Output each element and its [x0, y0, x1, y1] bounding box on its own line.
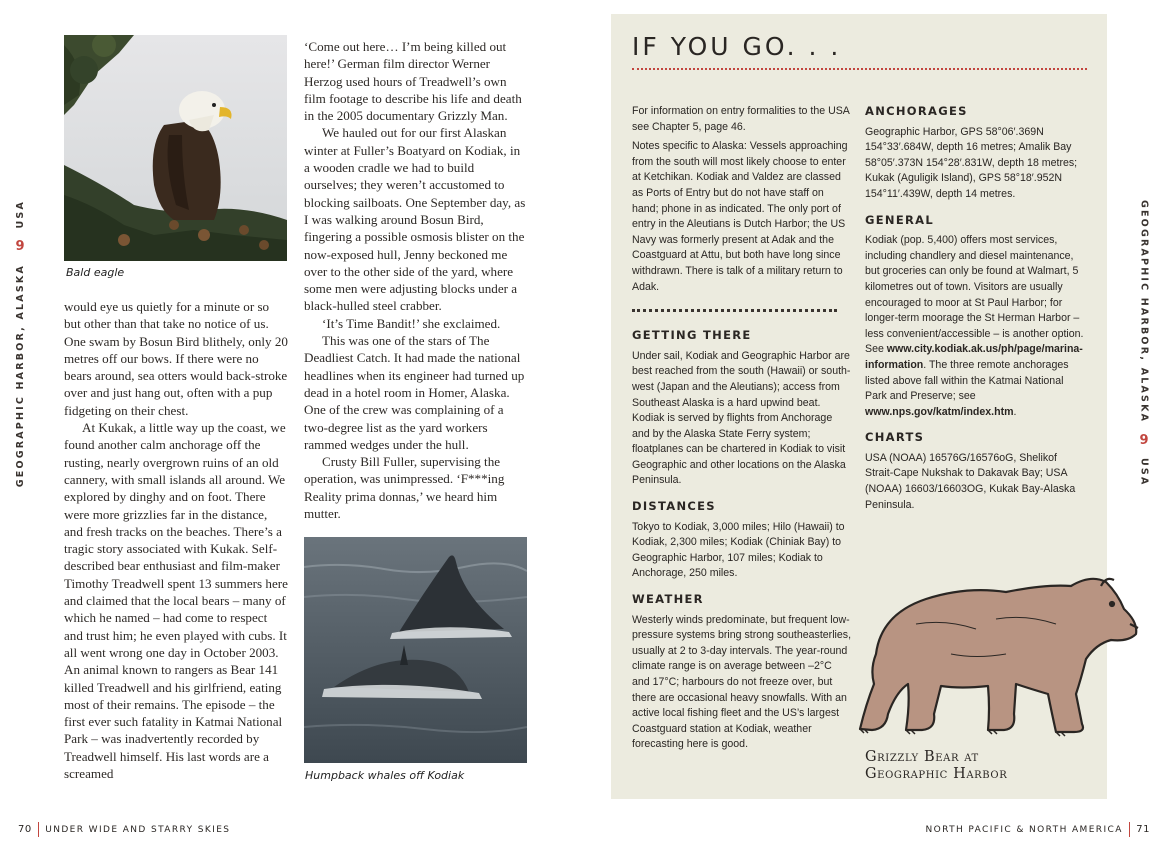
side-tab-location: USA — [1138, 458, 1150, 487]
bald-eagle-caption: Bald eagle — [66, 266, 125, 279]
grizzly-bear-illustration — [856, 564, 1146, 744]
left-text-column-2 — [304, 38, 529, 522]
section-heading: GENERAL — [865, 212, 934, 227]
section-text: Under sail, Kodiak and Geographic Harbor are best reached from the south (Hawaii) or south-west (Japan and the Aleutians); access from Southeast Alaska is a hard upwind beat. Kodiak is served by flights from Anchorage and by the Alaska State Ferry system; floatplanes can be chartered in Kodiak to visit Geographic and other locations on the Alaska Peninsula. — [632, 349, 851, 487]
weather-section — [632, 592, 852, 753]
bald-eagle-photo — [64, 35, 287, 261]
bear-caption — [865, 749, 1007, 783]
side-tab-location: USA — [14, 200, 26, 229]
footer-divider — [38, 822, 40, 837]
getting-there-section — [632, 328, 852, 489]
section-heading: WEATHER — [632, 592, 704, 607]
book-title: UNDER WIDE AND STARRY SKIES — [45, 824, 231, 835]
section-heading: GETTING THERE — [632, 328, 752, 343]
section-heading: DISTANCES — [632, 499, 716, 514]
bear-caption-line: Grizzly Bear at — [865, 749, 979, 765]
side-tab-chapter-number: 9 — [1139, 433, 1149, 449]
section-text: Geographic Harbor, GPS 58°06′.369N 154°33′.684W, depth 16 metres; Amalik Bay 58°05′.373N 154°28′.831W, depth 18 metres; Kukak (Aguligik Island), GPS 58°18′.952N 154°11′.439W, depth 14 metres. — [865, 125, 1078, 200]
nps-link[interactable]: www.nps.gov/katm/index.htm — [865, 405, 1014, 418]
section-text — [865, 233, 1085, 420]
paragraph: This was one of the stars of The Deadliest Catch. It had made the national headlines when its engineer had turned up dead in a hotel room in Homer, Alaska. One of the crew was complaining of a two-degree list as the yard workers rammed wedges under the hull. — [304, 333, 525, 452]
page-number: 71 — [1136, 824, 1150, 835]
intro-paragraph: Notes specific to Alaska: Vessels approaching from the south will most likely choose to enter at Ketchikan. Kodiak and Valdez are classed as Ports of Entry but do not have staff on hand; phone in as indicated. The only port of entry in the Aleutians is Dutch Harbor; the US Navy was formerly present at Adak and the Coastguard at Attu, but both have long since withdrawn. There is talk of a military return to Adak. — [632, 140, 848, 293]
panel-column-2 — [865, 104, 1085, 523]
paragraph: At Kukak, a little way up the coast, we found another calm anchorage off the rusting, nearly overgrown ruins of an old cannery, with small islands all around. We explored by dinghy and on foot. There were more grizzlies far in the distance, and fresh tracks on the beaches. There’s a tragic story associated with Kukak. Self-described bear enthusiast and film-maker Timothy Treadwell spent 13 summers here and claimed that the local bears – many of which he named – had come to respect and trust him; he even played with cubs. It all went wrong one day in October 2003. An animal known to rangers as Bear 141 killed Treadwell and his girlfriend, eating most of their remains. The episode – the first ever such fatality in Katmai National Park – was inadvertently recorded by Treadwell himself. His last words are a screamed — [64, 420, 288, 782]
section-text: Westerly winds predominate, but frequent low-pressure systems bring strong southeasterlies, usually at 2 to 3-day intervals. The year-round climate range is on average between –2°C and 17°C; harbours do not freeze over, but there are occasional heavy snowfalls. With an active local fishing fleet and the US’s largest Coastguard station at Kodiak, weather forecasting here is good. — [632, 613, 852, 751]
charts-section — [865, 430, 1085, 513]
left-text-column-1 — [64, 298, 288, 782]
intro-paragraph: For information on entry formalities to the USA see Chapter 5, page 46. — [632, 105, 850, 133]
distances-section — [632, 499, 852, 582]
general-text: Kodiak (pop. 5,400) offers most services, including chandlery and diesel maintenance, but groceries can only be found at Walmart, 5 kilometres out of town. Visitors are usually encouraged to moor at St Paul Harbor; for longer-term moorage the St Herman Harbor – less convenient/accessible – is another option. See — [865, 234, 1084, 356]
humpback-whales-caption: Humpback whales off Kodiak — [305, 769, 465, 782]
bear-caption-line: Geographic Harbor — [865, 766, 1008, 782]
title-divider — [632, 68, 1087, 70]
section-text: USA (NOAA) 16576G/16576oG, Shelikof Strait-Cape Nukshak to Dakavak Bay; USA (NOAA) 16603/16603OG, Kukak Bay-Alaska Peninsula. — [865, 451, 1076, 511]
right-side-tab — [1136, 200, 1152, 487]
if-you-go-panel — [611, 14, 1107, 799]
paragraph: ‘Come out here… I’m being killed out here!’ German film director Werner Herzog used hours of Treadwell’s own film footage to describe his life and death in the 2005 documentary Grizzly Man. — [304, 39, 522, 124]
panel-title: IF YOU GO. . . — [632, 32, 842, 61]
section-text: Tokyo to Kodiak, 3,000 miles; Hilo (Hawaii) to Kodiak, 2,300 miles; Kodiak (Chiniak Bay) to Geographic Harbor, 107 miles; Kodiak to Anchorage, 250 miles. — [632, 520, 845, 580]
general-section — [865, 213, 1085, 421]
page-number: 70 — [18, 824, 32, 835]
marina-info-link[interactable]: www.city.kodiak.ak.us/ph/page/marina-information — [865, 343, 1083, 371]
side-tab-chapter-number: 9 — [15, 238, 25, 254]
left-side-tab — [12, 200, 28, 487]
paragraph: We hauled out for our first Alaskan winter at Fuller’s Boatyard on Kodiak, in a wooden cradle we had to build ourselves; they weren’t accustomed to blocking sailboats. One September day, as I was walking around Bosun Bird, fingering a possible osmosis blister on the now-exposed hull, Jenny beckoned me over to the other side of the yard, where some men were adjusting blocks under a black-hulled steel crabber. — [304, 125, 526, 314]
paragraph: Crusty Bill Fuller, supervising the operation, was unimpressed. ‘F***ing Reality prima donnas,’ we heard him mutter. — [304, 454, 505, 522]
section-title: NORTH PACIFIC & NORTH AMERICA — [925, 824, 1123, 835]
section-divider — [632, 309, 837, 312]
side-tab-location: GEOGRAPHIC HARBOR, ALASKA — [1138, 200, 1150, 424]
general-text: . The three remote anchorages listed above fall within the Katmai National Park and Preserve; see — [865, 358, 1069, 403]
left-footer — [18, 822, 230, 837]
footer-divider — [1129, 822, 1131, 837]
section-heading: CHARTS — [865, 430, 925, 445]
side-tab-location: GEOGRAPHIC HARBOR, ALASKA — [14, 263, 26, 487]
panel-column-1 — [632, 104, 852, 763]
humpback-whales-photo — [304, 537, 527, 763]
section-heading: ANCHORAGES — [865, 104, 968, 118]
paragraph: would eye us quietly for a minute or so but other than that take no notice of us. One swam by Bosun Bird blithely, only 20 metres off our bows. If there were no bears around, sea otters would back-stroke over and just hang out, often with a pup fidgeting on their chest. — [64, 299, 288, 418]
paragraph: ‘It’s Time Bandit!’ she exclaimed. — [322, 315, 501, 331]
right-footer — [925, 822, 1150, 837]
general-text: . — [1013, 405, 1017, 418]
anchorages-section — [865, 104, 1085, 203]
